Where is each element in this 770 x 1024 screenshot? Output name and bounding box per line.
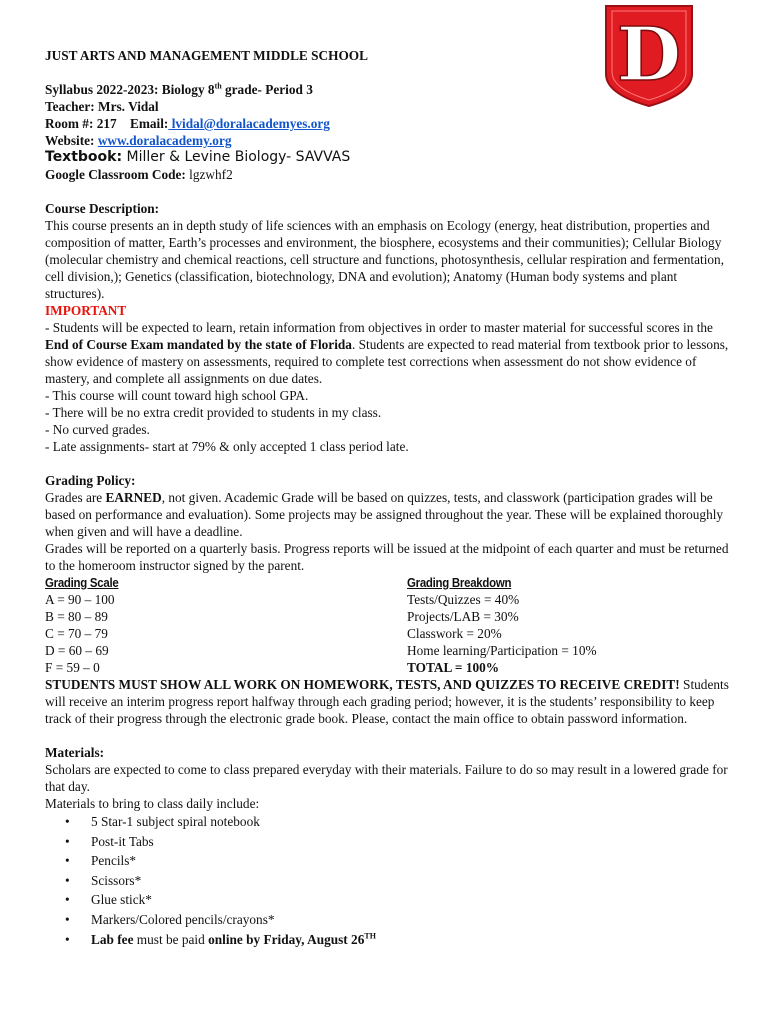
room-line: Room #: 217 Email: lvidal@doralacademyes.org (45, 116, 330, 131)
grade-row: F = 59 – 0 (45, 660, 100, 675)
materials-paragraph: Scholars are expected to come to class prepared everyday with their materials. Failure to do so may result in a lowered grade for that day. (45, 762, 728, 794)
grade-row: B = 80 – 89 (45, 609, 108, 624)
materials-heading: Materials: (45, 745, 105, 760)
school-name: JUST ARTS AND MANAGEMENT MIDDLE SCHOOL (45, 48, 369, 63)
header-block (45, 81, 735, 183)
list-item: • Glue stick* (91, 890, 735, 910)
breakdown-row: Classwork = 20% (407, 626, 502, 641)
list-item: • 5 Star-1 subject spiral notebook (91, 812, 735, 832)
materials-list (45, 812, 735, 949)
textbook-line: Textbook: Miller & Levine Biology- SAVVAS (45, 149, 351, 165)
breakdown-row: Home learning/Participation = 10% (407, 643, 597, 658)
list-item: • Scissors* (91, 871, 735, 891)
grading-scale-heading: Grading Scale (45, 575, 119, 590)
bullet-icon: • (65, 853, 70, 869)
bullet-icon: • (65, 892, 70, 908)
grading-policy-paragraph: Grades are EARNED, not given. Academic Grade will be based on quizzes, tests, and classwork (participation grades will be based on performance and evaluation). Some projects may be assigned throughout the year. These will be explained thoroughly when given and will have a deadline. (45, 490, 724, 539)
materials-section (45, 744, 735, 949)
important-heading: IMPORTANT (45, 303, 127, 318)
bullet-icon: • (65, 931, 70, 947)
course-description-heading: Course Description: (45, 201, 160, 216)
important-item: - Late assignments- start at 79% & only accepted 1 class period late. (45, 439, 409, 454)
list-item: • Pencils* (91, 851, 735, 871)
breakdown-total: TOTAL = 100% (407, 660, 500, 675)
website-link[interactable]: www.doralacademy.org (97, 133, 232, 148)
bullet-icon: • (65, 872, 70, 888)
grading-scale (45, 574, 405, 676)
syllabus-title: Syllabus 2022-2023: Biology 8th grade- Period 3 (45, 81, 313, 97)
important-item: - This course will count toward high school GPA. (45, 388, 309, 403)
grading-policy-heading: Grading Policy: (45, 473, 136, 488)
grading-report-paragraph: Grades will be reported on a quarterly basis. Progress reports will be issued at the midpoint of each quarter and must be returned to the homeroom instructor signed by the parent. (45, 541, 729, 573)
email-link[interactable]: lvidal@doralacademyes.org (168, 116, 330, 131)
logo-letter: D (616, 12, 682, 98)
grading-breakdown (407, 574, 727, 676)
grade-row: A = 90 – 100 (45, 592, 115, 607)
grading-tables (45, 574, 735, 676)
important-section (45, 302, 735, 455)
important-item: - There will be no extra credit provided to students in my class. (45, 405, 382, 420)
list-item: • Markers/Colored pencils/crayons* (91, 910, 735, 930)
breakdown-row: Projects/LAB = 30% (407, 609, 519, 624)
list-item: • Lab fee must be paid online by Friday, August 26TH (91, 930, 735, 950)
materials-intro: Materials to bring to class daily include: (45, 796, 260, 811)
syllabus-document (45, 47, 735, 949)
course-description-text: This course presents an in depth study of life sciences with an emphasis on Ecology (energy, heat distribution, properties and composition of matter, Earth’s processes and environment, the biosphere, ecosystems and their communities); Cellular Biology (molecular chemistry and chemical reactions, cell structure and functions, photosynthesis, cellular respiration and fermentation, cell division,); Genetics (classification, biotechnology, DNA and evolution); Anatomy (Human body systems and plant structures). (45, 218, 725, 301)
course-description-section (45, 200, 735, 302)
important-item: - No curved grades. (45, 422, 150, 437)
bullet-icon: • (65, 833, 70, 849)
show-work-paragraph: STUDENTS MUST SHOW ALL WORK ON HOMEWORK, TESTS, AND QUIZZES TO RECEIVE CREDIT! Students will receive an interim progress report halfway through each grading period; however, it is the students’ responsibility to keep track of their progress through the electronic grade book. Please, contact the main office to obtain password information. (45, 677, 729, 726)
grade-row: D = 60 – 69 (45, 643, 109, 658)
grading-breakdown-heading: Grading Breakdown (407, 575, 512, 590)
important-paragraph: - Students will be expected to learn, retain information from objectives in order to master material for successful scores in the End of Course Exam mandated by the state of Florida. Students are expected to read material from textbook prior to lessons, show evidence of mastery on assessments, required to complete test corrections when assessment do not show evidence of mastery, and complete all assignments on due dates. (45, 320, 729, 386)
bullet-icon: • (65, 814, 70, 829)
bullet-icon: • (65, 911, 70, 927)
grading-policy-section (45, 472, 735, 727)
google-classroom-line: Google Classroom Code: lgzwhf2 (45, 167, 233, 182)
breakdown-row: Tests/Quizzes = 40% (407, 592, 520, 607)
grade-row: C = 70 – 79 (45, 626, 108, 641)
list-item: • Post-it Tabs (91, 832, 735, 852)
website-line: Website: www.doralacademy.org (45, 133, 232, 148)
teacher-line: Teacher: Mrs. Vidal (45, 99, 159, 114)
